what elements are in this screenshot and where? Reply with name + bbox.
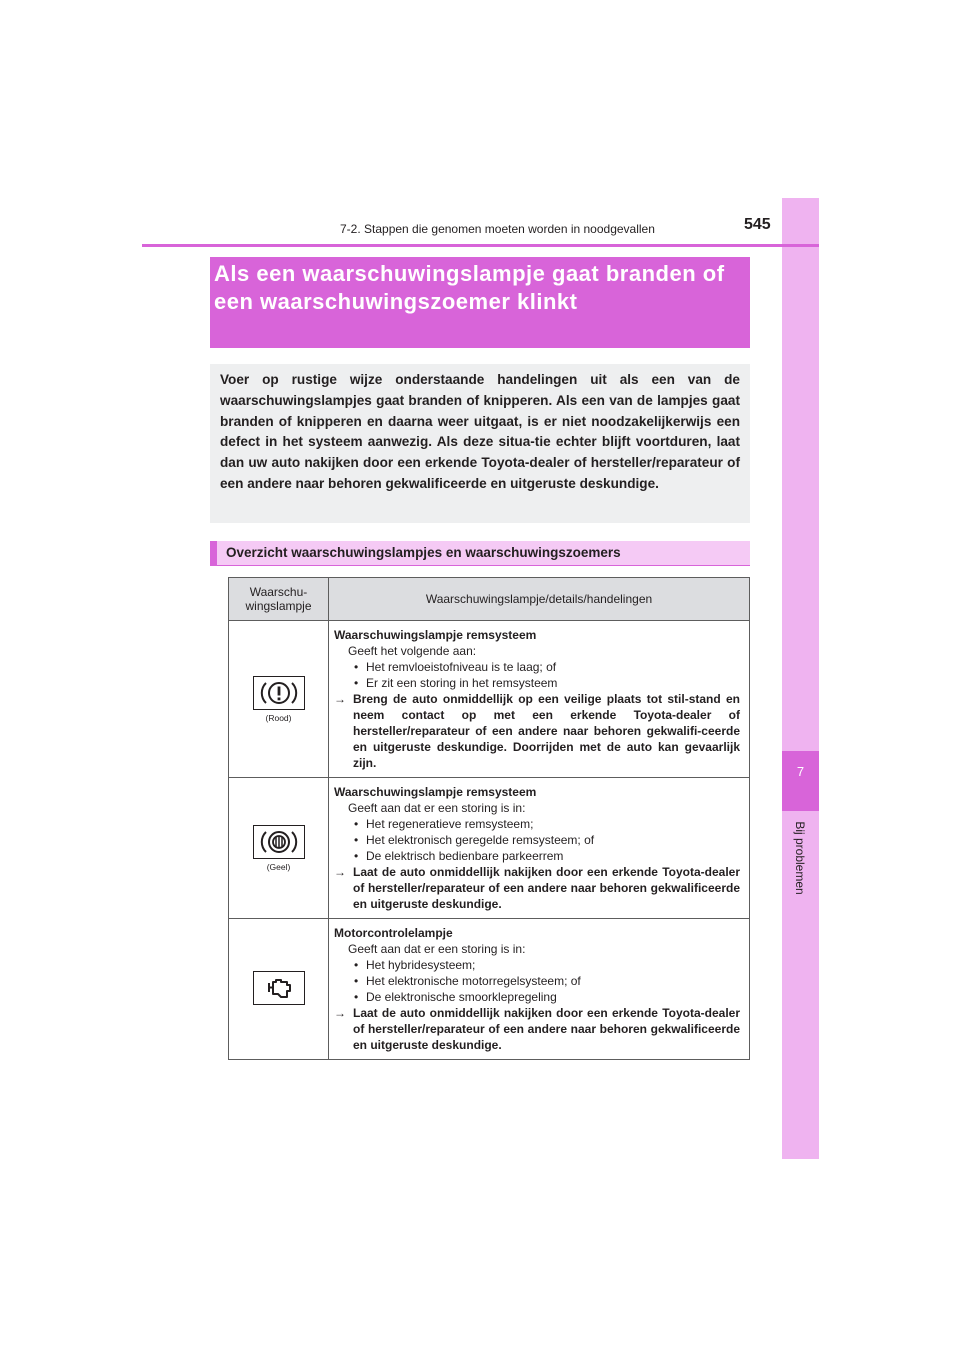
details-cell: [329, 621, 750, 778]
bullet-list: [334, 659, 740, 691]
table-row: [229, 919, 750, 1060]
list-item: • De elektronische smoorklepregeling: [354, 989, 740, 1005]
list-item: • Er zit een storing in het remsysteem: [354, 675, 740, 691]
item-title: Motorcontrolelampje: [334, 926, 453, 940]
icon-caption: (Rood): [265, 712, 292, 723]
list-item: • Het elektronisch geregelde remsysteem; of: [354, 832, 740, 848]
brake-system-circle-icon: [253, 825, 305, 859]
arrow-icon: →: [334, 692, 346, 706]
table-row: [229, 621, 750, 778]
bullet-list: [334, 816, 740, 864]
intro-text: Voer op rustige wijze onderstaande handelingen uit als een van de waarschuwingslampjes gaat branden of knipperen. Als een van de lampjes gaat branden of knipperen en daarna weer uitgaat, is er niet noodzakelijkerwijs een defect in het systeem aanwezig. Als deze situa-tie echter blijft voortduren, laat dan uw auto nakijken door een erkende Toyota-dealer of hersteller/reparateur of een andere naar behoren gekwalificeerde en uitgeruste deskundige.: [220, 372, 740, 491]
icon-cell: [229, 778, 329, 919]
running-header: 7-2. Stappen die genomen moeten worden in noodgevallen: [340, 222, 655, 236]
action-text: Laat de auto onmiddellijk nakijken door een erkende Toyota-dealer of hersteller/reparateur of een andere naar behoren gekwalificeerde en uitgeruste deskundige.: [353, 1006, 740, 1052]
list-item: • Het elektronische motorregelsysteem; of: [354, 973, 740, 989]
icon-cell: [229, 621, 329, 778]
item-title: Waarschuwingslampje remsysteem: [334, 785, 537, 799]
chapter-number: 7: [796, 764, 805, 779]
action-text: Laat de auto onmiddellijk nakijken door een erkende Toyota-dealer of hersteller/reparateur of een andere naar behoren gekwalificeerde en uitgeruste deskundige.: [353, 865, 740, 911]
details-cell: [329, 919, 750, 1060]
item-title: Waarschuwingslampje remsysteem: [334, 628, 537, 642]
action-instruction: [334, 864, 740, 912]
bullet-list: [334, 957, 740, 1005]
arrow-icon: →: [334, 1006, 346, 1020]
action-instruction: [334, 691, 740, 771]
table-header-row: [229, 578, 750, 621]
action-text: Breng de auto onmiddellijk op een veilige plaats tot stil-stand en neem contact op met een erkende Toyota-dealer of hersteller/reparateur of een andere naar behoren gekwalifi-ceerde en uitgeruste deskundige. Doorrijden met de auto kan gevaarlijk zijn.: [353, 692, 740, 770]
header-details-column: Waarschuwingslampje/details/handelingen: [329, 578, 750, 621]
icon-caption: (Geel): [266, 861, 291, 872]
item-intro: Geeft aan dat er een storing is in:: [348, 942, 526, 956]
chapter-active-marker: [782, 751, 819, 811]
subheading-accent-bar: [210, 541, 217, 566]
list-item: • Het regeneratieve remsysteem;: [354, 816, 740, 832]
details-cell: [329, 778, 750, 919]
arrow-icon: →: [334, 865, 346, 879]
item-intro: Geeft het volgende aan:: [348, 644, 477, 658]
brake-warning-exclamation-icon: [253, 676, 305, 710]
list-item: • De elektrisch bedienbare parkeerrem: [354, 848, 740, 864]
header-icon-column: Waarschu-wingslampje: [229, 578, 329, 621]
item-intro: Geeft aan dat er een storing is in:: [348, 801, 526, 815]
list-item: • Het remvloeistofniveau is te laag; of: [354, 659, 740, 675]
header-rule: [142, 244, 819, 247]
chapter-side-tab: [782, 198, 819, 1159]
list-item: • Het hybridesysteem;: [354, 957, 740, 973]
page-title: Als een waarschuwingslampje gaat branden of een waarschuwingszoemer klinkt: [214, 261, 725, 314]
page-number: 545: [744, 216, 771, 233]
engine-check-icon: [253, 971, 305, 1005]
table-row: [229, 778, 750, 919]
warning-lights-table: [228, 577, 750, 1060]
icon-cell: [229, 919, 329, 1060]
subheading: Overzicht waarschuwingslampjes en waarschuwingszoemers: [226, 545, 621, 560]
action-instruction: [334, 1005, 740, 1053]
chapter-label: Bij problemen: [793, 821, 807, 895]
